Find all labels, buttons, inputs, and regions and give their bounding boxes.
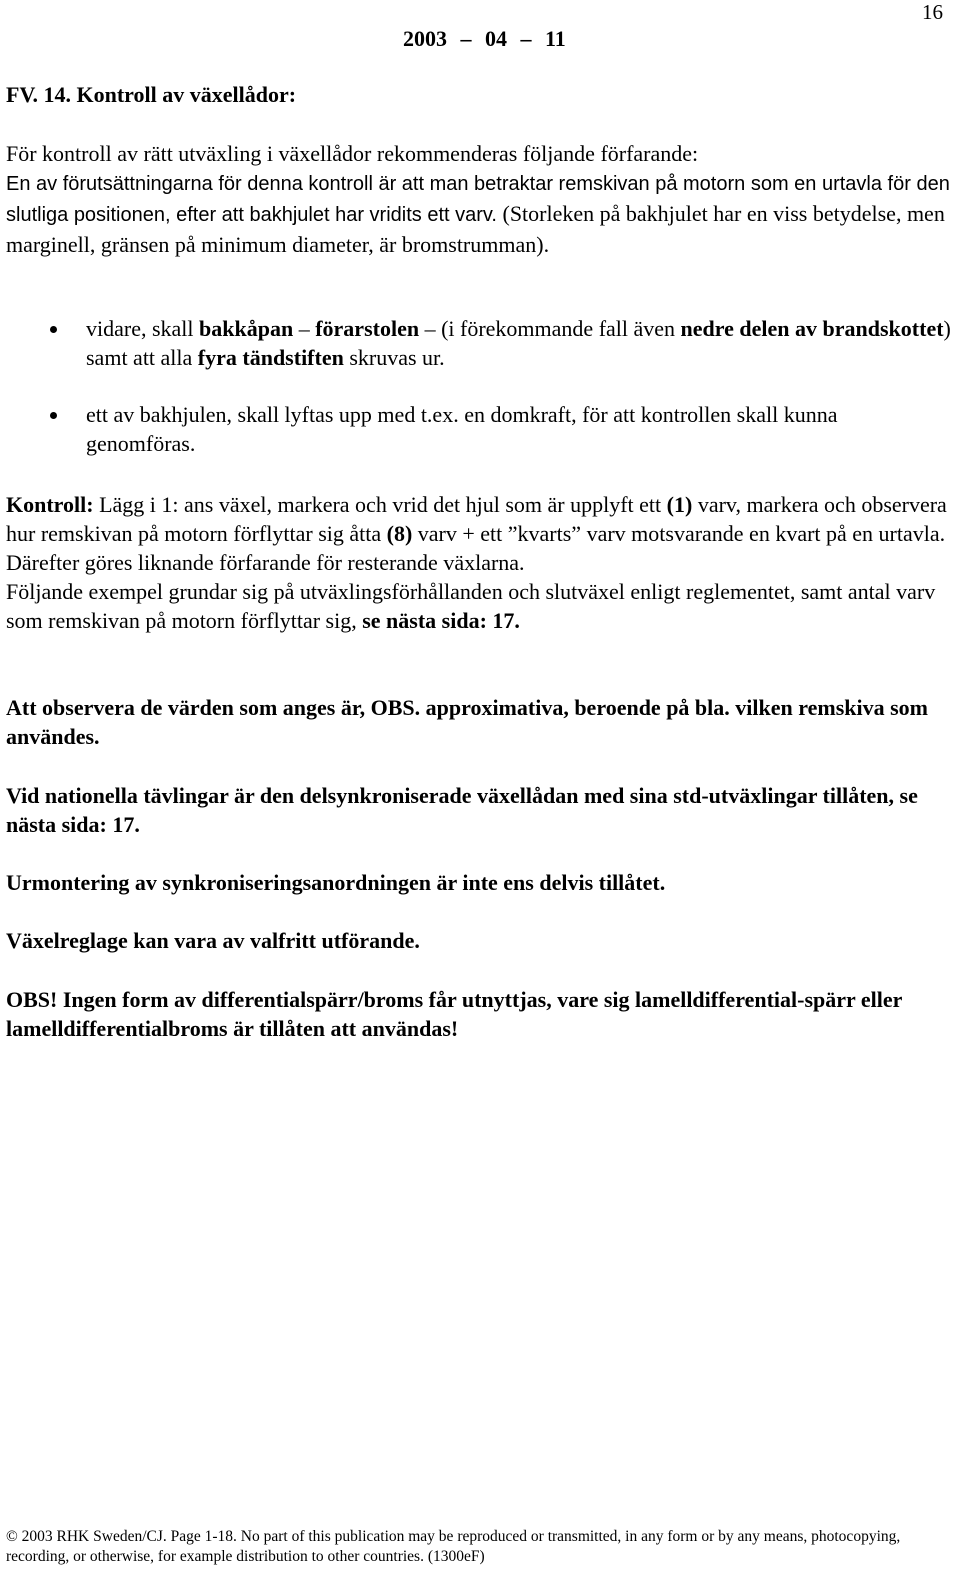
kontroll-bold-text: (8) [386, 521, 413, 546]
bullet-bold-text: förarstolen [315, 316, 420, 341]
kontroll-bold-text: (1) [666, 492, 693, 517]
kontroll-paragraph [6, 490, 951, 635]
intro-line-3: (Storleken på bakhjulet har en viss betydelse, men marginell, gränsen på minimum diameter, är bromstrumman). [6, 201, 945, 257]
national-note: Vid nationella tävlingar är den delsynkroniserade växellådan med sina std-utväxlingar tillåten, se nästa sida: 17. [6, 783, 918, 837]
bullet-icon [50, 326, 57, 333]
kontroll-text: varv, markera och observera hur remskivan på motorn förflyttar sig åtta [6, 492, 947, 546]
intro-paragraph [6, 139, 951, 259]
bullet-icon [50, 412, 57, 419]
section-title: FV. 14. Kontroll av växellådor: [6, 82, 297, 107]
bullet-text: vidare, skall [86, 316, 200, 341]
bullet-text: ett av bakhjulen, skall lyftas upp med t.ex. en domkraft, för att kontrollen skall kunna genomföras. [86, 402, 838, 456]
lever-note: Växelreglage kan vara av valfritt utförande. [6, 928, 420, 953]
kontroll-line-3: Följande exempel grundar sig på utväxlingsförhållanden och slutväxel enligt reglementet, samt antal varv som remskivan på motorn förflyttar sig, [6, 579, 936, 633]
bullet-text: – (i förekommande fall även [419, 316, 681, 341]
obs-note: OBS! Ingen form av differentialspärr/broms får utnyttjas, vare sig lamelldifferential-spärr eller lamelldifferentialbroms är tillåten att användas! [6, 987, 902, 1041]
bullet-text: ) samt att alla [86, 316, 951, 370]
list-item [0, 314, 951, 372]
intro-line-1: För kontroll av rätt utväxling i växellådor rekommenderas följande förfarande: [6, 141, 699, 166]
bullet-bold-text: bakkåpan [199, 316, 294, 341]
bullet-bold-text: fyra tändstiften [197, 345, 344, 370]
intro-line-2: En av förutsättningarna för denna kontroll är att man betraktar remskivan på motorn som en urtavla för den slutliga positionen, efter att bakhjulet har vridits ett varv. [6, 173, 950, 226]
kontroll-label: Kontroll: [6, 492, 94, 517]
bullet-text: – [293, 316, 316, 341]
dismount-note: Urmontering av synkroniseringsanordningen är inte ens delvis tillåtet. [6, 870, 666, 895]
bullet-list [0, 314, 951, 458]
kontroll-text: Lägg i 1: ans växel, markera och vrid det hjul som är upplyft ett [93, 492, 667, 517]
page-number: 16 [922, 0, 943, 24]
footer-copyright: © 2003 RHK Sweden/CJ. Page 1-18. No part of this publication may be reproduced or transmitted, in any form or by any means, photocopying, recording, or otherwise, for example distribution to other countries. (1300eF) [6, 1528, 901, 1565]
kontroll-next-page-ref: se nästa sida: 17. [362, 608, 520, 633]
list-item [0, 400, 951, 458]
kontroll-line-2: Därefter göres liknande förfarande för resterande växlarna. [6, 550, 525, 575]
bullet-bold-text: nedre delen av brandskottet [680, 316, 944, 341]
kontroll-text: varv + ett ”kvarts” varv motsvarande en kvart på en urtavla. [412, 521, 946, 546]
document-date: 2003 – 04 – 11 [403, 26, 566, 51]
bullet-text: skruvas ur. [343, 345, 445, 370]
observe-note: Att observera de värden som anges är, OBS. approximativa, beroende på bla. vilken remskiva som användes. [6, 695, 928, 749]
